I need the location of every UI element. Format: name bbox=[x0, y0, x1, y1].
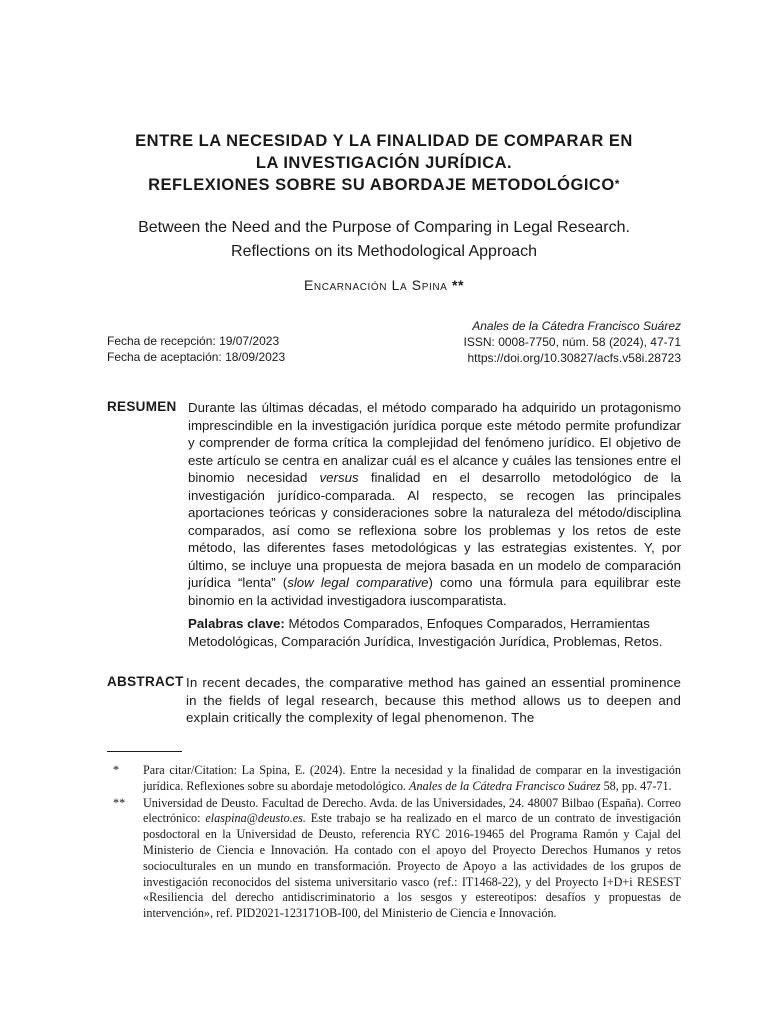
footnote: ** Universidad de Deusto. Facultad de Derecho. Avda. de las Universidades, 24. 48007 Bilbao (España). Correo electrónico: elaspina@deusto.es. Este trabajo se ha realizado en el marco de un contrato de investigación posdoctoral en la Universidad de Deusto, referencia RYC 2016-19465 del Programa Ramón y Cajal del Ministerio de Ciencia e Innovación. Ha contado con el apoyo del Proyecto Derechos Humanos y retos socioculturales en un mundo en transformación. Proyecto de Apoyo a las actividades de los grupos de investigación reconocidos del sistema universitario vasco (ref.: IT1468-22), y del Proyecto I+D+i RESEST «Resiliencia del derecho antidiscriminatorio a los sesgos y estereotipos: desafíos y propuestas de intervención», ref. PID2021-123171OB-I00, del Ministerio de Ciencia e Innovación. bbox=[113, 795, 681, 921]
subtitle-line: Between the Need and the Purpose of Comparing in Legal Research. bbox=[138, 219, 630, 236]
journal-name: Anales de la Cátedra Francisco Suárez bbox=[472, 319, 681, 333]
footnotes bbox=[107, 763, 681, 923]
journal-doi[interactable]: https://doi.org/10.30827/acfs.v58i.28723 bbox=[467, 351, 681, 365]
subtitle-line: Reflections on its Methodological Approach bbox=[231, 243, 537, 260]
title-line: LA INVESTIGACIÓN JURÍDICA. bbox=[255, 154, 513, 172]
submission-dates bbox=[107, 333, 285, 365]
abstract-label: ABSTRACT bbox=[107, 674, 184, 689]
author-footnote-mark[interactable]: ** bbox=[451, 277, 465, 293]
footnote-mark: * bbox=[113, 763, 120, 777]
keywords bbox=[188, 615, 681, 650]
keywords-list: Métodos Comparados, Enfoques Comparados, Herramientas Metodológicas, Comparación Jurídica, Investigación Jurídica, Problemas, Retos. bbox=[188, 616, 663, 649]
footnote-italic: Anales de la Cátedra Francisco Suárez bbox=[409, 778, 601, 793]
author-line bbox=[100, 277, 668, 293]
abstract-text: In recent decades, the comparative method has gained an essential prominence in the fields of legal research, because this method allows us to deepen and explain critically the complexity of legal phenomenon. The bbox=[186, 675, 681, 725]
footnote-email[interactable]: elaspina@deusto.es. bbox=[205, 811, 306, 826]
footnote: * Para citar/Citation: La Spina, E. (2024). Entre la necesidad y la finalidad de comparar en la investigación jurídica. Reflexiones sobre su abordaje metodológico. Anales de la Cátedra Francisco Suárez 58, pp. 47-71. bbox=[113, 763, 681, 793]
resumen-label: RESUMEN bbox=[107, 399, 177, 414]
keywords-label: Palabras clave: bbox=[188, 616, 285, 631]
article-subtitle bbox=[80, 216, 688, 264]
footnote-mark: ** bbox=[113, 795, 126, 810]
title-footnote-mark[interactable]: * bbox=[614, 177, 620, 191]
abstract-section bbox=[107, 674, 681, 727]
resumen-italic-word: versus bbox=[319, 470, 359, 485]
resumen-section bbox=[107, 399, 681, 650]
resumen-italic-phrase: slow legal comparative bbox=[287, 575, 429, 590]
author-name: Encarnación La Spina bbox=[303, 277, 448, 293]
footnote-separator bbox=[107, 751, 182, 752]
journal-info bbox=[464, 318, 681, 366]
article-title bbox=[100, 130, 668, 196]
received-date: Fecha de recepción: 19/07/2023 bbox=[107, 334, 280, 348]
accepted-date: Fecha de aceptación: 18/09/2023 bbox=[107, 350, 286, 364]
resumen-text: Durante las últimas décadas, el método comparado ha adquirido un protagonismo imprescindible en la investigación jurídica porque este método permite profundizar y comprender de forma crítica la complejidad del fenómeno jurídico. El objetivo de este artículo se centra en analizar cuál es el alcance y cuáles las tensiones entre el binomio necesidad versus finalidad en el desarrollo metodológico de la investigación jurídico-comparada. Al respecto, se recogen las principales aportaciones teóricas y consideraciones sobre la naturaleza del método/disciplina comparados, así como se reflexiona sobre los problemas y los retos de este método, las diferentes fases metodológicas y las estrategias existentes. Y, por último, se incluye una propuesta de mejora basada en un modelo de comparación jurídica “lenta” (slow legal comparative) como una fórmula para equilibrar este binomio en la actividad investigadora iuscomparatista. bbox=[188, 400, 682, 608]
journal-issn: ISSN: 0008-7750, núm. 58 (2024), 47-71 bbox=[463, 335, 681, 349]
title-line: REFLEXIONES SOBRE SU ABORDAJE METODOLÓGICO* bbox=[148, 176, 620, 194]
title-line: ENTRE LA NECESIDAD Y LA FINALIDAD DE COMPARAR EN bbox=[135, 132, 633, 150]
